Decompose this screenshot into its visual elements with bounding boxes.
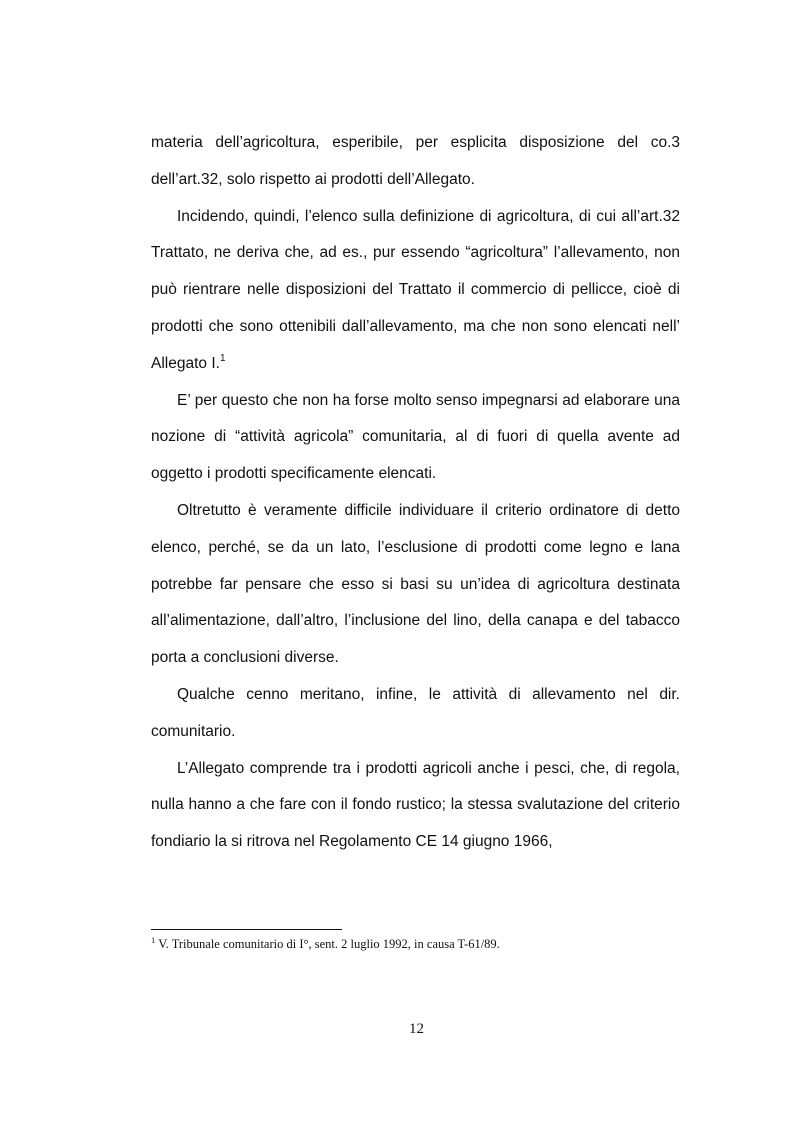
- body-text: [151, 125, 680, 861]
- paragraph-text: Incidendo, quindi, l’elenco sulla definizione di agricoltura, di cui all’art.32 Trattato, ne deriva che, ad es., pur essendo “agricoltura” l’allevamento, non può rientrare nelle disposizioni del Trattato il commercio di pellicce, cioè di prodotti che sono ottenibili dall’allevamento, ma che non sono elencati nell’ Allegato I.: [151, 207, 680, 372]
- footnote-mark: 1: [151, 935, 156, 945]
- paragraph: L’Allegato comprende tra i prodotti agricoli anche i pesci, che, di regola, nulla hanno a che fare con il fondo rustico; la stessa svalutazione del criterio fondiario la si ritrova nel Regolamento CE 14 giugno 1966,: [151, 759, 680, 851]
- paragraph: Oltretutto è veramente difficile individuare il criterio ordinatore di detto elenco, perché, se da un lato, l’esclusione di prodotti come legno e lana potrebbe far pensare che esso si basi su un’idea di agricoltura destinata all’alimentazione, dall’altro, l’inclusione del lino, della canapa e del tabacco porta a conclusioni diverse.: [151, 501, 680, 667]
- footnote: [151, 936, 691, 952]
- footnote-text: V. Tribunale comunitario di I°, sent. 2 luglio 1992, in causa T-61/89.: [158, 937, 500, 951]
- page-number: 12: [409, 1021, 424, 1037]
- paragraph: [151, 199, 680, 383]
- paragraph: Qualche cenno meritano, infine, le attività di allevamento nel dir. comunitario.: [151, 685, 680, 740]
- paragraph: E’ per questo che non ha forse molto senso impegnarsi ad elaborare una nozione di “attività agricola” comunitaria, al di fuori di quella avente ad oggetto i prodotti specificamente elencati.: [151, 391, 680, 483]
- paragraph: materia dell’agricoltura, esperibile, per esplicita disposizione del co.3 dell’art.32, solo rispetto ai prodotti dell’Allegato.: [151, 134, 680, 188]
- footnote-separator: [151, 929, 342, 930]
- footnote-reference[interactable]: 1: [219, 352, 226, 364]
